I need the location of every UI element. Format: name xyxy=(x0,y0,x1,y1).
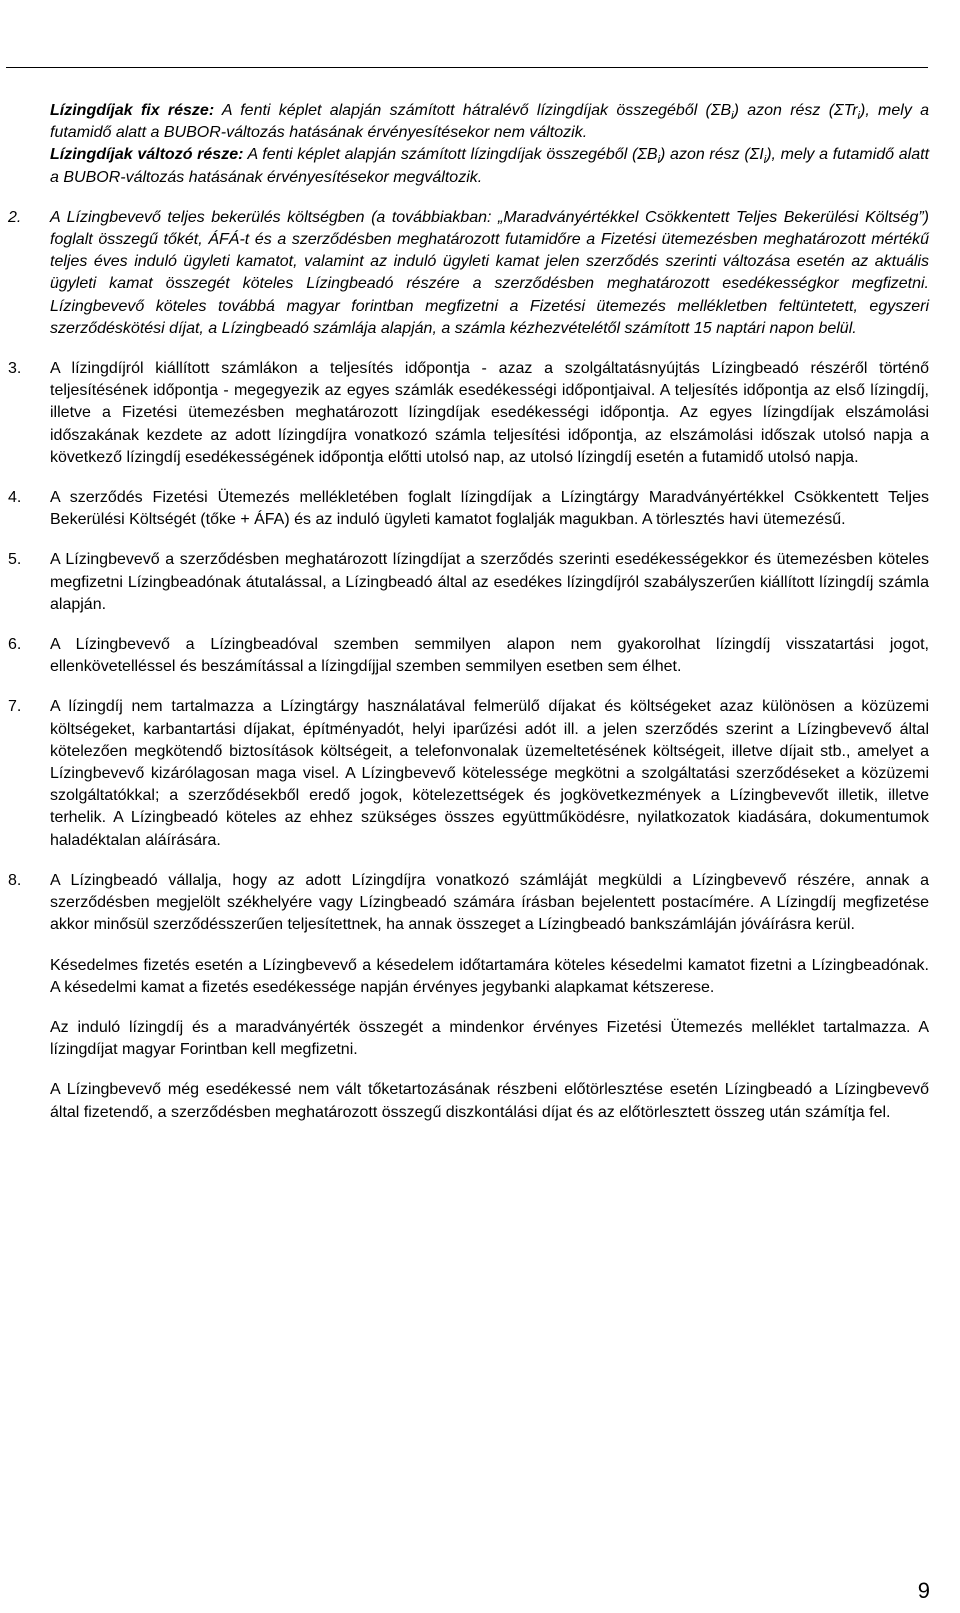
fix-part-sub-b: i xyxy=(857,110,860,123)
header-company: Merkantil Ingatlan Zrt. xyxy=(6,23,171,42)
late-payment-paragraph: Késedelmes fizetés esetén a Lízingbevevő a késedelem időtartamára köteles késedelmi kamatot fizetni a Lízingbeadónak. A késedelmi kamat a fizetés esedékessége napján érvényes jegybanki alapkamat kétszerese. xyxy=(50,956,929,996)
var-part-sub-b: i xyxy=(763,154,767,167)
header-doc-title: Ingatlanlízing üzletszabályzat xyxy=(6,1,228,20)
list-item-text: A Lízingbevevő teljes bekerülés költségben (a továbbiakban: „Maradványértékkel Csökkentett Teljes Bekerülési Költség”) foglalt összegű tőkét, ÁFÁ-t és a szerződésben meghatározott futamidőre a Fizetési ütemezésben meghatározott mértékű teljes éves induló ügyleti kamatot, valamint az induló ügyleti kamat jelen szerződés szerinti változása esetén az aktuális ügyleti kamat összegét köteles Lízingbeadó részére a szerződésben meghatározott esedékességkor megfizetni. Lízingbevevő köteles továbbá magyar forintban megfizetni a Fizetési ütemezés mellékletben feltüntetett, egyszeri szerződéskötési díjat, a Lízingbeadó számlája alapján, a számla kézhezvételétől számított 15 naptári napon belül. xyxy=(50,208,929,337)
list-item-text: A szerződés Fizetési Ütemezés mellékletében foglalt lízingdíjak a Lízingtárgy Maradványértékkel Csökkentett Teljes Bekerülési Költségét (tőke + ÁFA) és az induló ügyleti kamatot foglalják magukban. A törlesztés havi ütemezésű. xyxy=(50,489,929,529)
page-number: 9 xyxy=(917,1578,930,1603)
list-item-number: 3. xyxy=(8,360,22,378)
schedule-paragraph: Az induló lízingdíj és a maradványérték összegét a mindenkor érvényes Fizetési Ütemezés melléklet tartalmazza. A lízingdíjat magyar Forintban kell megfizetni. xyxy=(50,1018,929,1059)
list-item xyxy=(8,207,929,340)
page-header xyxy=(6,0,928,60)
var-part-text-a: A fenti képlet alapján számított lízingdíjak összegéből (ΣB xyxy=(243,146,658,164)
var-part-label: Lízingdíjak változó része: xyxy=(50,146,244,164)
list-item xyxy=(8,358,929,469)
list-item xyxy=(8,487,929,531)
var-part-sub-a: i xyxy=(657,154,661,167)
fix-part-paragraph xyxy=(50,100,929,144)
list-item xyxy=(8,634,929,678)
fix-part-label: Lízingdíjak fix része: xyxy=(50,102,215,119)
fix-part-text-b: ) azon rész (ΣTr xyxy=(733,102,858,119)
list-item-number: 4. xyxy=(8,489,22,507)
fix-part-text-c: ), mely a futamidő alatt a BUBOR-változás hatásának érvényesítésekor nem változik. xyxy=(50,102,930,142)
list-item-number: 2. xyxy=(8,208,22,226)
header-divider xyxy=(6,67,928,68)
var-part-text-c: ), mely a futamidő alatt a BUBOR-változás hatásának érvényesítésekor megváltozik. xyxy=(50,146,930,186)
prepayment-paragraph: A Lízingbevevő még esedékessé nem vált tőketartozásának részbeni előtörlesztése esetén Lízingbeadó a Lízingbevevő által fizetendő, a szerződésben meghatározott összegű diszkontálási díjat és az előtörlesztett összeg után számítja fel. xyxy=(50,1081,929,1121)
list-item-number: 6. xyxy=(8,636,22,654)
list-item-text: A Lízingbevevő a szerződésben meghatározott lízingdíjat a szerződés szerinti esedékességekkor és ütemezésben köteles megfizetni Lízingbeadónak átutalással, a Lízingbeadó által az esedékes lízingdíjról szabályszerűen kiállított lízingdíj számla alapján. xyxy=(50,551,929,613)
list-item-text: A Lízingbevevő a Lízingbeadóval szemben semmilyen alapon nem gyakorolhat lízingdíj visszatartási jogot, ellenkövetelléssel és beszámítással a lízingdíjjal szemben semmilyen esetben sem élhet. xyxy=(50,636,929,676)
list-item-number: 8. xyxy=(8,871,22,889)
list-item xyxy=(8,696,929,851)
document-body xyxy=(8,100,930,1124)
var-part-paragraph xyxy=(50,144,929,188)
list-item-text: A lízingdíj nem tartalmazza a Lízingtárgy használatával felmerülő díjakat és költségeket azaz különösen a közüzemi költségeket, karbantartási díjakat, építményadót, helyi iparűzési adót ill. a jelen szerződés szerint a Lízingbevevő által kötelezően megkötendő biztosítások költségeit, a telefonvonalak üzemeltetésének költségeit, illetve díjait stb., amelyet a Lízingbevevő kizárólagosan maga visel. A Lízingbevevő kötelessége megkötni a szolgáltatási szerződéseket a közüzemi szolgáltatókkal; a szerződésekből eredő jogok, kötelezettségek és jogkövetkezmények a Lízingbevevőt illetik, illetve terhelik. A Lízingbeadó köteles az ehhez szükséges összes együttműködésre, nyilatkozatok kiadására, dokumentumok haladéktalan aláírására. xyxy=(50,698,929,849)
fix-part-sub-a: i xyxy=(731,110,734,123)
list-item xyxy=(8,549,929,616)
var-part-text-b: ) azon rész (ΣI xyxy=(660,146,764,164)
list-item xyxy=(8,870,929,937)
list-item-number: 5. xyxy=(8,551,22,569)
list-item-text: A lízingdíjról kiállított számlákon a teljesítés időpontja - azaz a szolgáltatásnyújtás Lízingbeadó részéről történő teljesítésének időpontja - megegyezik az egyes számlák esedékességi időpontjaival. A teljesítés időpontja az első lízingdíj, illetve a Fizetési ütemezésben meghatározott lízingdíjak esedékességi időpontja. Az egyes lízingdíjak elszámolási időszakának kezdete az adott lízingdíjra vonatkozó számla teljesítési időpontja, az elszámolási időszak utolsó napja a következő lízingdíj esedékességének időpontja előtti utolsó nap, az utolsó lízingdíj esetén a futamidő utolsó napja. xyxy=(50,360,929,466)
header-date: 2011. január 1. xyxy=(800,1,913,20)
list-item-text: A Lízingbeadó vállalja, hogy az adott Lízingdíjra vonatkozó számláját megküldi a Lízingbevevő részére, annak a szerződésben megjelölt székhelyére vagy Lízingbeadó számára írásban bejelentett postacímére. A Lízingdíj megfizetése akkor minősül szerződésszerűen teljesítettnek, ha annak összeget a Lízingbeadó bankszámláján jóváírásra kerül. xyxy=(50,871,929,934)
list-item-number: 7. xyxy=(8,698,22,716)
fix-part-text-a: A fenti képlet alapján számított hátralévő lízingdíjak összegéből (ΣB xyxy=(214,102,732,119)
